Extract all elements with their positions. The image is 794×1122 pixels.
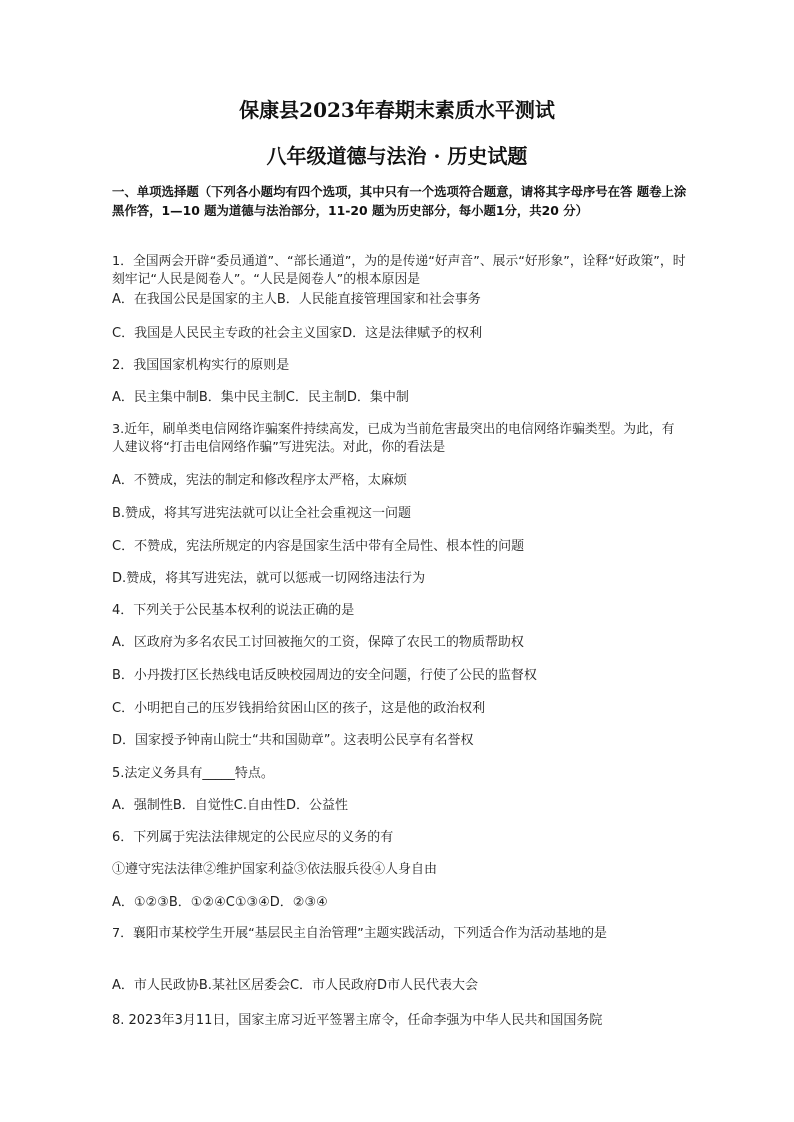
question-7-stem: 7．襄阳市某校学生开展“基层民主自治管理”主题实践活动，下列适合作为活动基地的是: [112, 926, 607, 941]
exam-subtitle: 八年级道德与法治 · 历史试题: [266, 144, 528, 168]
question-8-stem: 8. 2023年3月11日，国家主席习近平签署主席令，任命李强为中华人民共和国国务院: [112, 1013, 603, 1028]
question-4-stem: 4．下列关于公民基本权利的说法正确的是: [112, 603, 355, 618]
exam-title: 保康县2023年春期末素质水平测试: [239, 98, 555, 122]
question-3-option-c: C．不赞成，宪法所规定的内容是国家生活中带有全局性、根本性的问题: [112, 539, 525, 554]
question-2-stem: 2．我国国家机构实行的原则是: [112, 358, 290, 373]
question-6-options: A．①②③B．①②④C①③④D．②③④: [112, 895, 328, 910]
question-3-option-d: D.赞成，将其写进宪法，就可以惩戒一切网络违法行为: [112, 571, 426, 586]
question-5-options: A．强制性B．自觉性C.自由性D．公益性: [112, 798, 349, 813]
question-1-stem: 1．全国两会开辟“委员通道”、“部长通道”，为的是传递“好声音”、展示“好形象”，诠释“好政策”，时刻牢记“人民是阅卷人”。“人民是阅卷人”的根本原因是: [112, 254, 686, 287]
question-6-items: ①遵守宪法法律②维护国家利益③依法服兵役④人身自由: [112, 862, 438, 877]
question-5-stem: 5.法定义务具有_____特点。: [112, 766, 274, 781]
question-2-options: A．民主集中制B．集中民主制C．民主制D．集中制: [112, 390, 409, 405]
question-6-stem: 6．下列属于宪法法律规定的公民应尽的义务的有: [112, 830, 394, 845]
question-4-option-b: B．小丹拨打区长热线电话反映校园周边的安全问题，行使了公民的监督权: [112, 668, 537, 683]
question-1-options-ab: A．在我国公民是国家的主人B．人民能直接管理国家和社会事务: [112, 292, 481, 307]
question-1-options-cd: C．我国是人民民主专政的社会主义国家D．这是法律赋予的权利: [112, 326, 483, 341]
question-4-option-c: C．小明把自己的压岁钱捐给贫困山区的孩子，这是他的政治权利: [112, 701, 486, 716]
question-3-option-b: B.赞成，将其写进宪法就可以让全社会重视这一问题: [112, 506, 412, 521]
question-7-options: A．市人民政协B.某社区居委会C．市人民政府D市人民代表大会: [112, 978, 479, 993]
question-3-option-a: A．不赞成，宪法的制定和修改程序太严格，太麻烦: [112, 473, 407, 488]
question-3-stem: 3.近年，刷单类电信网络诈骗案件持续高发，已成为当前危害最突出的电信网络诈骗类型。为此，有人建议将“打击电信网络作骗”写进宪法。对此，你的看法是: [112, 422, 675, 455]
section-instructions: 一、单项选择题（下列各小题均有四个选项，其中只有一个选项符合题意，请将其字母序号在答 题卷上涂黑作答，1—10 题为道德与法治部分，11-20 题为历史部分，每小题1分，共20 分）: [112, 184, 687, 218]
question-4-option-a: A．区政府为多名农民工讨回被拖欠的工资，保障了农民工的物质帮助权: [112, 635, 524, 650]
question-4-option-d: D．国家授予钟南山院士“共和国勋章”。这表明公民享有名誉权: [112, 733, 474, 748]
